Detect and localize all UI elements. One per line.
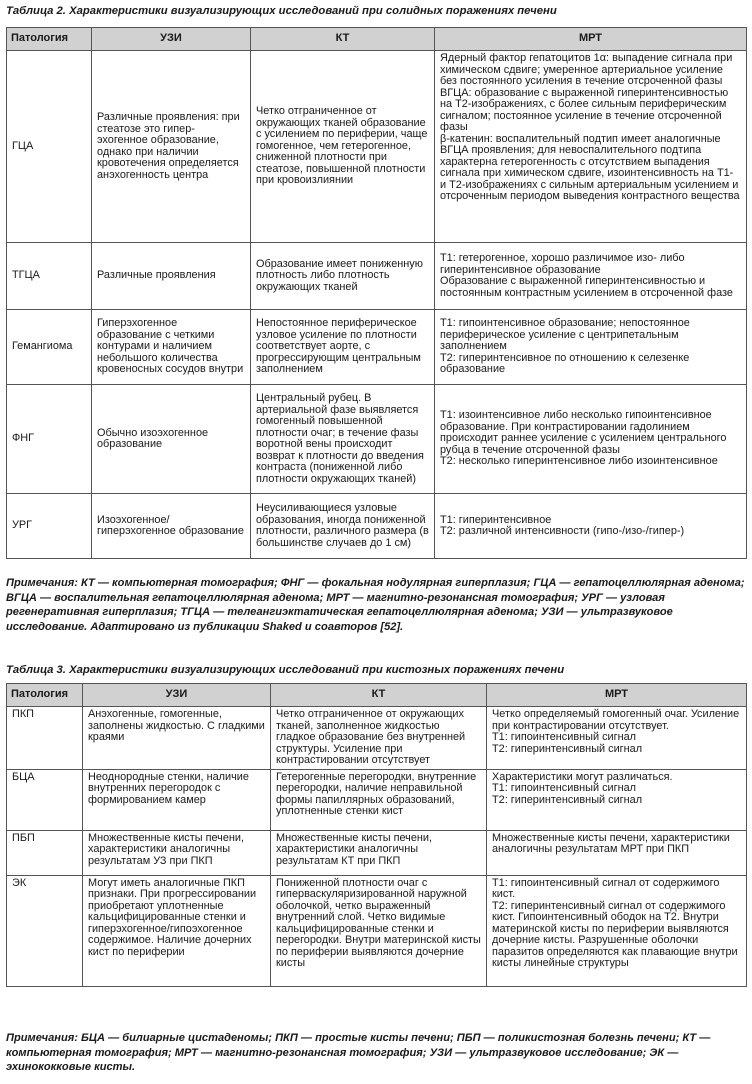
mri-cell bbox=[435, 494, 747, 559]
table3-note: Примечания: БЦА — билиарные цистаденомы; ПКП — простые кисты печени; ПБП — поликистозная болезнь печени; КТ — компьютерная томография; МРТ — магнитно-резонансная томография; УЗИ — ультразвуковое исследование; ЭК — эхинококковые кисты. bbox=[6, 1032, 711, 1073]
header-ct: КТ bbox=[271, 684, 487, 707]
mri-line: Т2: гиперинтенсивный сигнал bbox=[492, 793, 643, 806]
pathology-cell: ПБП bbox=[7, 830, 83, 875]
mri-cell bbox=[487, 769, 747, 830]
mri-line: Т1: изоинтенсивное либо несколько гипоинтенсивное образование. При контрастировании гадолинием происходит раннее усиление с усилением центрального рубца в течение отсроченной фазы bbox=[440, 409, 727, 456]
table2-note: Примечания: КТ — компьютерная томография; ФНГ — фокальная нодулярная гиперплазия; ГЦА — гепатоцеллюлярная аденома; ВГЦА — воспалительная гепатоцеллюлярная аденома; МРТ — магнитно-резонансная томография; УРГ — узловая регенеративная гиперплазия; ТГЦА — телеангиэктатическая гепатоцеллюлярная аденома; УЗИ — ультразвуковое исследование. Адаптировано из публикации Shaked и соавторов [52]. bbox=[6, 577, 745, 633]
us-cell: Обычно изоэхогенное образование bbox=[92, 385, 251, 494]
table-row bbox=[7, 243, 747, 310]
mri-line: Характеристики могут различаться. bbox=[492, 770, 673, 783]
mri-line: Ядерный фактор гепатоцитов 1α: выпадение сигнала при химическом сдвиге; умеренное артериальное усиление без постоянного усиления в течение отсроченной фазы bbox=[440, 52, 733, 87]
us-cell: Различные проявления bbox=[92, 243, 251, 310]
ct-cell: Образование имеет пониженную плотность либо плотность окружающих тканей bbox=[251, 243, 435, 310]
mri-line: Т2: различной интенсивности (гипо-/изо-/гипер-) bbox=[440, 525, 685, 537]
mri-cell bbox=[435, 51, 747, 243]
table2-header-row bbox=[7, 28, 747, 51]
mri-cell bbox=[435, 243, 747, 310]
mri-cell bbox=[435, 385, 747, 494]
ct-cell: Центральный рубец. В артериальной фазе выявляется гомогенный повышенной плотности очаг; в течение фазы воротной вены происходит возврат к плотности до введения контраста (пониженной либо плотности окружающих тканей) bbox=[251, 385, 435, 494]
pathology-cell: ФНГ bbox=[7, 385, 92, 494]
mri-line: Т1: гипоинтенсивный сигнал bbox=[492, 731, 636, 743]
mri-line: Т2: гиперинтенсивное по отношению к селезенке образование bbox=[440, 351, 690, 376]
table-row bbox=[7, 707, 747, 770]
header-mri: МРТ bbox=[487, 684, 747, 707]
mri-line: Т1: гипоинтенсивный сигнал bbox=[492, 782, 636, 794]
mri-line: Т2: гиперинтенсивный сигнал от содержимого кист. Гипоинтенсивный ободок на Т2. Внутри материнской кисты по периферии выявляются дочерние кисты. Разрушенные оболочки паразитов определяются как плавающие внутри кисты линейные структуры bbox=[492, 899, 738, 969]
header-mri: МРТ bbox=[435, 28, 747, 51]
table-row bbox=[7, 385, 747, 494]
pathology-cell: ЭК bbox=[7, 875, 83, 986]
mri-line: Т2: гиперинтенсивный сигнал bbox=[492, 742, 643, 755]
mri-line: β-катенин: воспалительный подтип имеет аналогичные ВГЦА проявления; для невоспалительного подтипа характерна гетерогенность с отсутствием выпадения сигнала при химическом сдвиге, изоинтенсивность на Т1- и Т2-изображениях с сильным артериальным усилением и отсроченным периодом выведения контрастного вещества bbox=[440, 132, 740, 202]
pathology-cell: БЦА bbox=[7, 769, 83, 830]
us-cell: Различные проявления: при стеатозе это гипер-эхогенное образование, однако при наличии кровотечения определяется анэхогенность центра bbox=[92, 51, 251, 243]
us-cell: Гиперэхогенное образование с четкими контурами и наличием небольшого количества кровеносных сосудов внутри bbox=[92, 310, 251, 385]
table-row bbox=[7, 310, 747, 385]
mri-line: Множественные кисты печени, характеристики аналогичны результатам МРТ при ПКП bbox=[492, 831, 730, 855]
pathology-cell: ПКП bbox=[7, 707, 83, 770]
table2 bbox=[6, 27, 747, 559]
pathology-cell: ГЦА bbox=[7, 51, 92, 243]
header-us: УЗИ bbox=[83, 684, 271, 707]
mri-line: Четко определяемый гомогенный очаг. Усиление при контрастировании отсутствует. bbox=[492, 708, 740, 732]
header-us: УЗИ bbox=[92, 28, 251, 51]
table-row bbox=[7, 51, 747, 243]
us-cell: Множественные кисты печени, характеристики аналогичны результатам УЗ при ПКП bbox=[83, 830, 271, 875]
pathology-cell: ТГЦА bbox=[7, 243, 92, 310]
ct-cell: Непостоянное периферическое узловое усиление по плотности соответствует аорте, с прогрессирующим центральным заполнением bbox=[251, 310, 435, 385]
ct-cell: Пониженной плотности очаг с гиперваскуляризированной наружной оболочкой, четко выраженный внутренний слой. Четко видимые кальцифицированные стенки и перегородки. Внутри материнской кисты по периферии выявляются дочерние кисты bbox=[271, 875, 487, 986]
mri-cell bbox=[435, 310, 747, 385]
us-cell: Анэхогенные, гомогенные, заполнены жидкостью. С гладкими краями bbox=[83, 707, 271, 770]
ct-cell: Множественные кисты печени, характеристики аналогичны результатам КТ при ПКП bbox=[271, 830, 487, 875]
header-ct: КТ bbox=[251, 28, 435, 51]
mri-line: ВГЦА: образование с выраженной гиперинтенсивностью на Т2-изображениях, с более сильным периферическим сигналом; постоянное усиление в течение отсроченной фазы bbox=[440, 86, 729, 133]
mri-cell bbox=[487, 830, 747, 875]
header-pathology: Патология bbox=[7, 684, 83, 707]
table3-caption: Таблица 3. Характеристики визуализирующих исследований при кистозных поражениях печени bbox=[6, 664, 565, 676]
ct-cell: Гетерогенные перегородки, внутренние перегородки, наличие неправильной формы папиллярных образований, уплотненные стенки кист bbox=[271, 769, 487, 830]
mri-line: Образование с выраженной гиперинтенсивностью и постоянным контрастным усилением в отсроченной фазе bbox=[440, 275, 733, 299]
table3-header-row bbox=[7, 684, 747, 707]
pathology-cell: УРГ bbox=[7, 494, 92, 559]
mri-cell bbox=[487, 875, 747, 986]
mri-line: Т1: гипоинтенсивный сигнал от содержимого кист. bbox=[492, 876, 720, 900]
ct-cell: Четко отграниченное от окружающих тканей, заполненное жидкостью гладкое образование без внутренней структуры. Усиление при контрастировании отсутствует bbox=[271, 707, 487, 770]
us-cell: Изоэхогенное/гиперэхогенное образование bbox=[92, 494, 251, 559]
ct-cell: Четко отграниченное от окружающих тканей образование с усилением по периферии, чаще гомогенное, чем гетерогенное, сниженной плотности при стеатозе, повышенной плотности при кровоизлиянии bbox=[251, 51, 435, 243]
us-cell: Неоднородные стенки, наличие внутренних перегородок с формированием камер bbox=[83, 769, 271, 830]
pathology-cell: Гемангиома bbox=[7, 310, 92, 385]
mri-line: Т1: гетерогенное, хорошо различимое изо- либо гиперинтенсивное образование bbox=[440, 252, 685, 276]
table3 bbox=[6, 683, 747, 987]
table-row bbox=[7, 769, 747, 830]
mri-line: Т1: гипоинтенсивное образование; непостоянное периферическое усиление с центрипетальным заполнением bbox=[440, 317, 690, 353]
table-row bbox=[7, 875, 747, 986]
header-pathology: Патология bbox=[7, 28, 92, 51]
table2-caption: Таблица 2. Характеристики визуализирующих исследований при солидных поражениях печени bbox=[6, 5, 557, 17]
us-cell: Могут иметь аналогичные ПКП признаки. При прогрессировании приобретают уплотненные кальцифицированные стенки и гиперэхогенное/гипоэхогенное содержимое. Наличие дочерних кист по периферии bbox=[83, 875, 271, 986]
table-row bbox=[7, 494, 747, 559]
mri-line: Т1: гиперинтенсивное bbox=[440, 513, 552, 526]
mri-line: Т2: несколько гиперинтенсивное либо изоинтенсивное bbox=[440, 455, 718, 468]
mri-cell bbox=[487, 707, 747, 770]
table-row bbox=[7, 830, 747, 875]
ct-cell: Неусиливающиеся узловые образования, иногда пониженной плотности, различного размера (в большинстве случаев до 1 см) bbox=[251, 494, 435, 559]
